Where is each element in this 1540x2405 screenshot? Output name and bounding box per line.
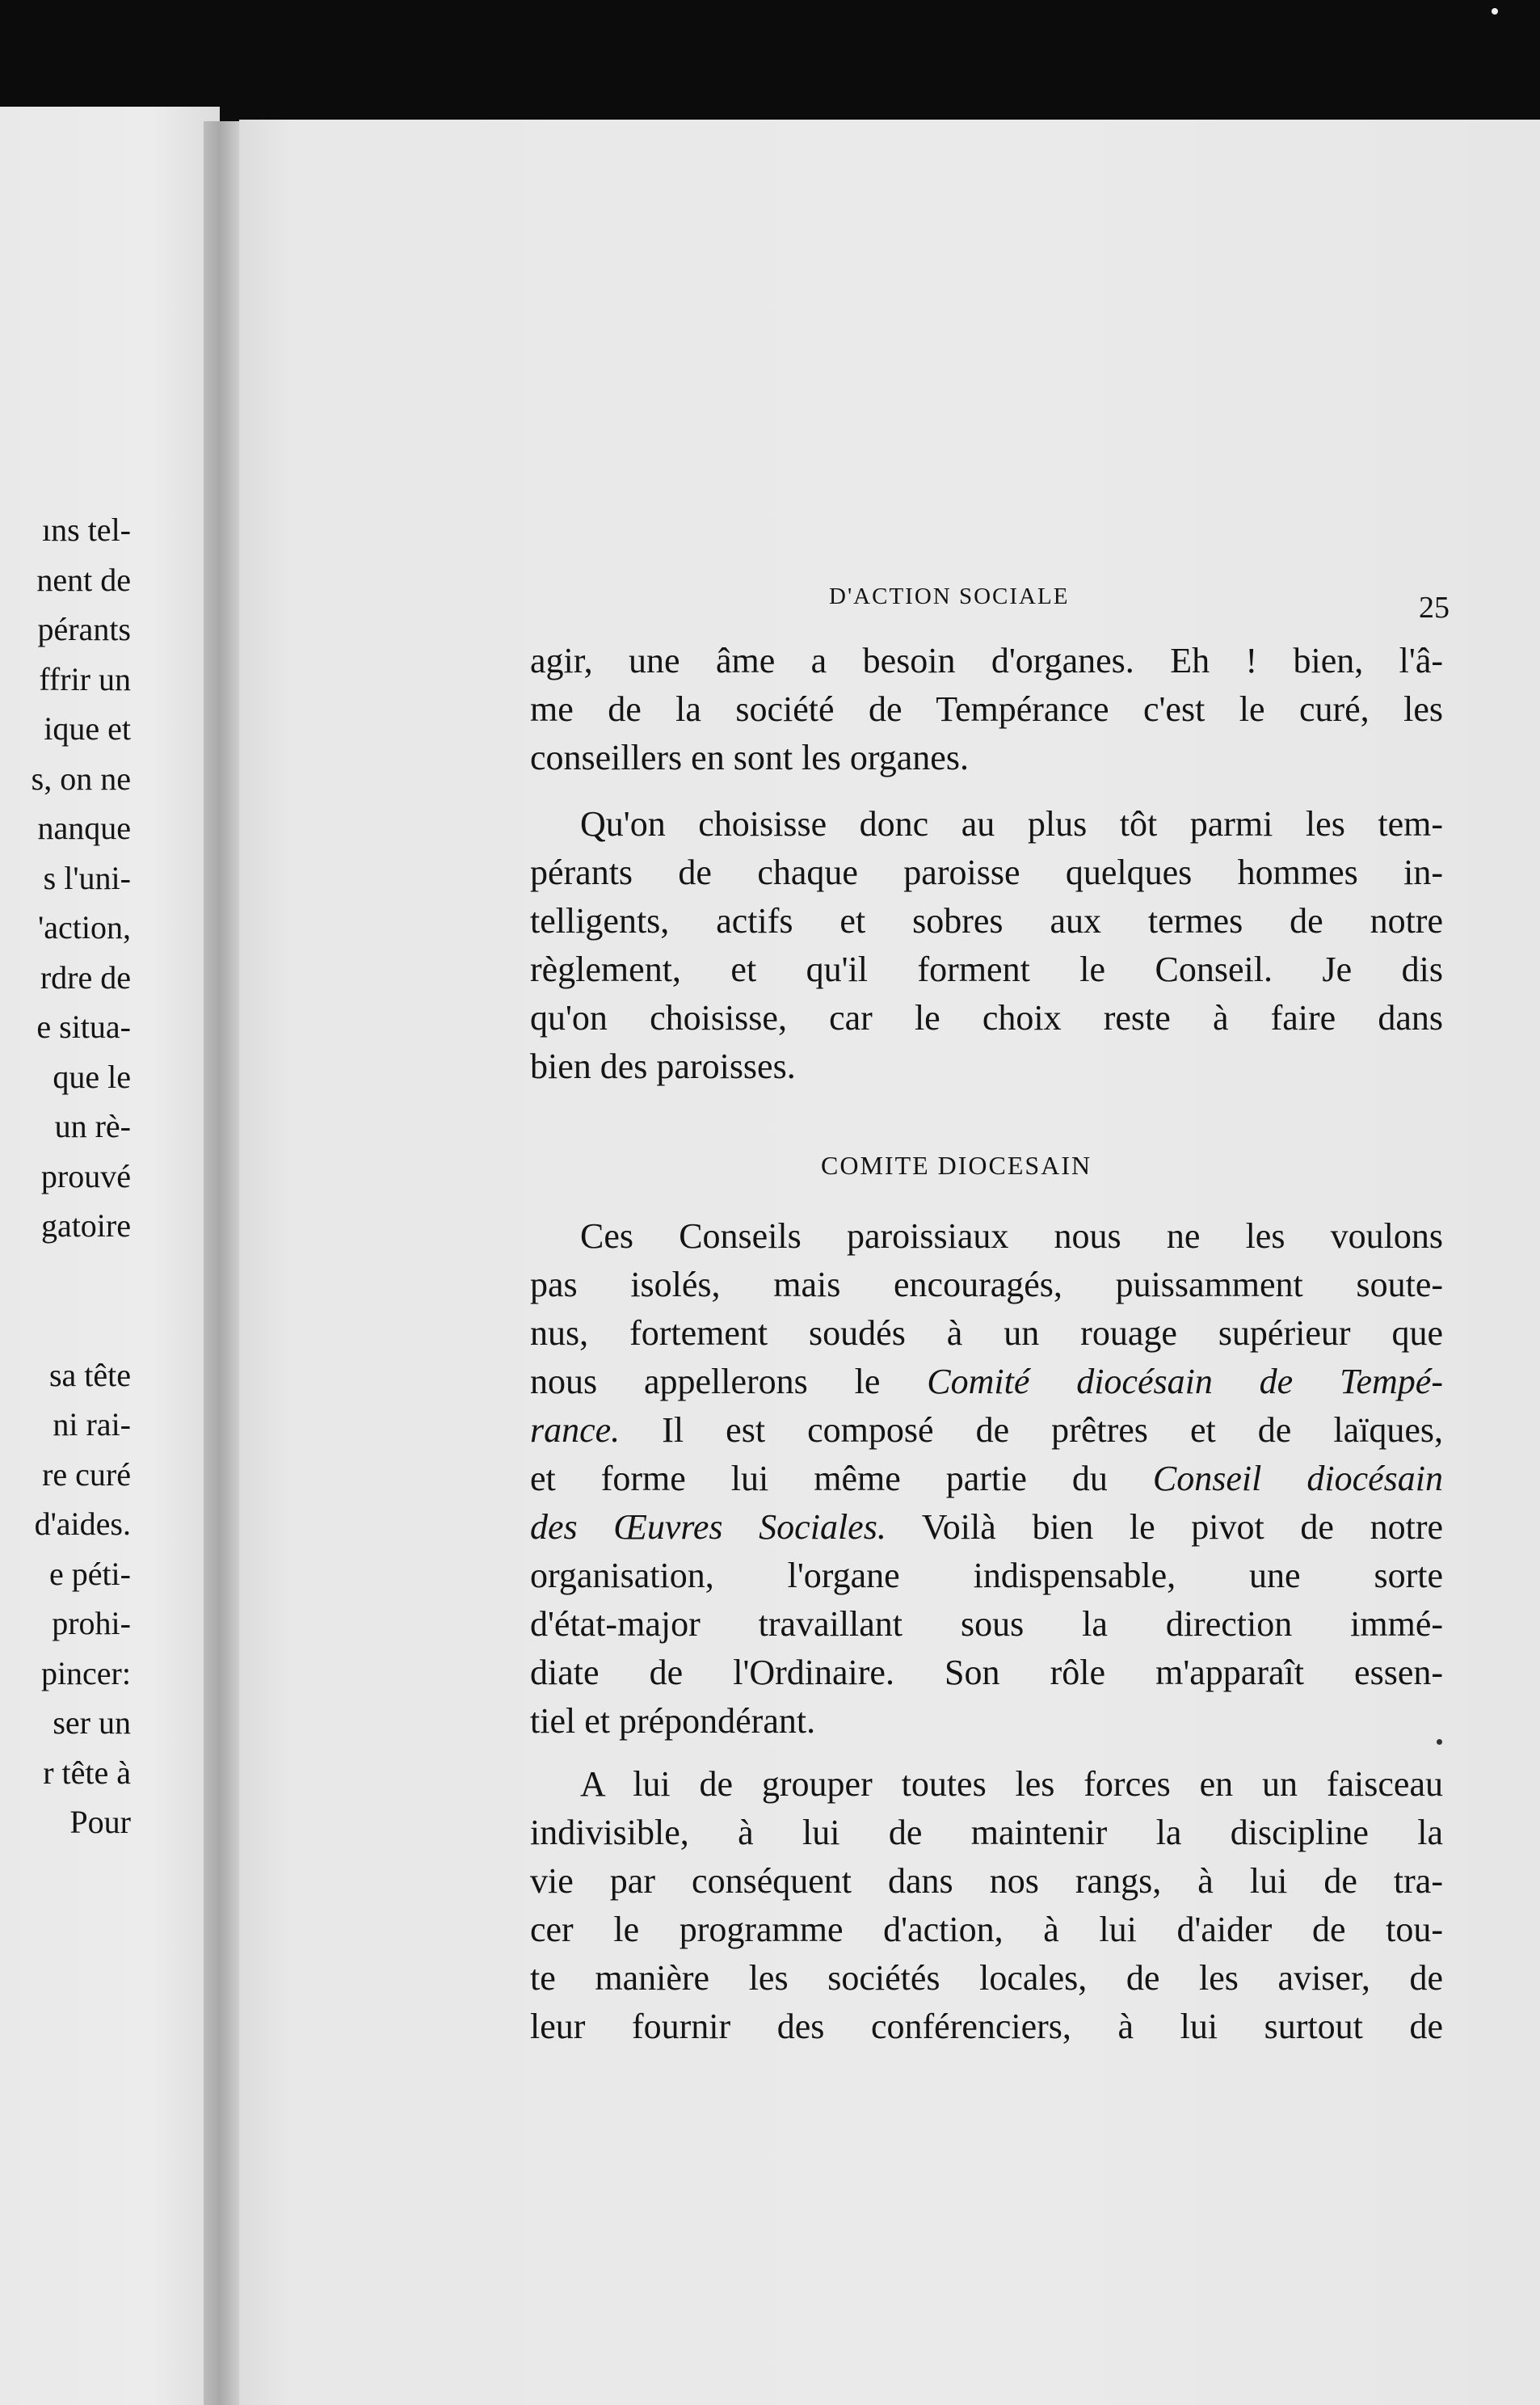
text-run: Il est composé de prêtres et de laïques, [620, 1410, 1443, 1450]
text-line: vie par conséquent dans nos rangs, à lui de tra- [530, 1861, 1443, 1901]
left-page-line: prouvé [40, 1158, 131, 1194]
italic-title: Comité diocésain de Tempé- [927, 1362, 1443, 1401]
scan-speck [1492, 8, 1498, 15]
text-run: et forme lui même partie du [530, 1459, 1153, 1498]
text-line [530, 1503, 1443, 1552]
text-line: qu'on choisisse, car le choix reste à faire dans [530, 998, 1443, 1038]
scan-speck [1437, 1739, 1442, 1745]
left-page [0, 107, 220, 2405]
text-run: nous appellerons le [530, 1362, 928, 1401]
text-line [530, 1406, 1443, 1455]
text-line [530, 1358, 1443, 1406]
left-page-line: e péti- [48, 1556, 131, 1592]
italic-title: Conseil diocésain [1152, 1459, 1443, 1498]
left-page-line: que le [53, 1059, 131, 1095]
text-run: Voilà bien le pivot de notre [886, 1507, 1444, 1547]
text-line: indivisible, à lui de maintenir la discipline la [530, 1813, 1443, 1852]
text-line: pérants de chaque paroisse quelques hommes in- [530, 853, 1443, 892]
text-line: nus, fortement soudés à un rouage supérieur que [530, 1313, 1443, 1353]
left-page-line: s l'uni- [43, 860, 131, 896]
text-line: leur fournir des conférenciers, à lui surtout de [530, 2007, 1443, 2046]
text-line: conseillers en sont les organes. [530, 738, 969, 777]
text-line: telligents, actifs et sobres aux termes de notre [530, 901, 1443, 941]
text-line: agir, une âme a besoin d'organes. Eh ! bien, l'â- [530, 641, 1443, 680]
left-page-line: prohi- [52, 1605, 131, 1641]
text-line: Ces Conseils paroissiaux nous ne les voulons [580, 1216, 1443, 1256]
text-line: te manière les sociétés locales, de les aviser, de [530, 1958, 1443, 1998]
text-line: règlement, et qu'il forment le Conseil. Je dis [530, 950, 1443, 989]
text-line: diate de l'Ordinaire. Son rôle m'apparaît essen- [530, 1653, 1443, 1692]
text-line [530, 1455, 1443, 1503]
left-page-line: 'action, [38, 909, 131, 946]
text-line: A lui de grouper toutes les forces en un faisceau [580, 1764, 1443, 1804]
text-line: pas isolés, mais encouragés, puissamment soute- [530, 1265, 1443, 1304]
left-page-line: ser un [53, 1704, 131, 1741]
left-page-line: ni rai- [53, 1406, 131, 1443]
italic-title: rance. [530, 1410, 621, 1450]
right-page [239, 120, 1540, 2405]
text-line: bien des paroisses. [530, 1047, 796, 1086]
left-page-line: pérants [37, 611, 131, 647]
text-line: cer le programme d'action, à lui d'aider de tou- [530, 1910, 1443, 1949]
section-heading: COMITE DIOCESAIN [821, 1151, 1092, 1180]
left-page-line: ıns tel- [42, 512, 131, 548]
left-page-line: d'aides. [34, 1506, 131, 1542]
left-page-line: sa tête [48, 1357, 131, 1393]
left-page-line: nanque [37, 810, 131, 846]
italic-title: des Œuvres Sociales. [530, 1507, 886, 1547]
left-page-line: s, on ne [31, 760, 131, 797]
left-page-line: un rè- [54, 1108, 131, 1144]
text-line: organisation, l'organe indispensable, une sorte [530, 1556, 1443, 1595]
left-page-line: re curé [42, 1456, 131, 1493]
page-number: 25 [1419, 591, 1450, 625]
running-head: D'ACTION SOCIALE [829, 583, 1070, 609]
left-page-line: e situa- [36, 1009, 131, 1045]
text-line: Qu'on choisisse donc au plus tôt parmi les tem- [580, 804, 1443, 844]
left-page-line: ffrir un [39, 661, 131, 697]
text-line: tiel et prépondérant. [530, 1701, 816, 1741]
text-line: d'état-major travaillant sous la direction immé- [530, 1604, 1443, 1644]
left-page-line: pincer: [40, 1655, 131, 1691]
left-page-line: Pour [69, 1804, 131, 1840]
text-line: me de la société de Tempérance c'est le curé, les [530, 689, 1443, 729]
left-page-line: r tête à [43, 1754, 131, 1791]
left-page-line: gatoire [40, 1207, 131, 1244]
left-page-line: nent de [36, 562, 131, 598]
left-page-line: ique et [44, 710, 131, 747]
left-page-line: rdre de [40, 959, 131, 996]
